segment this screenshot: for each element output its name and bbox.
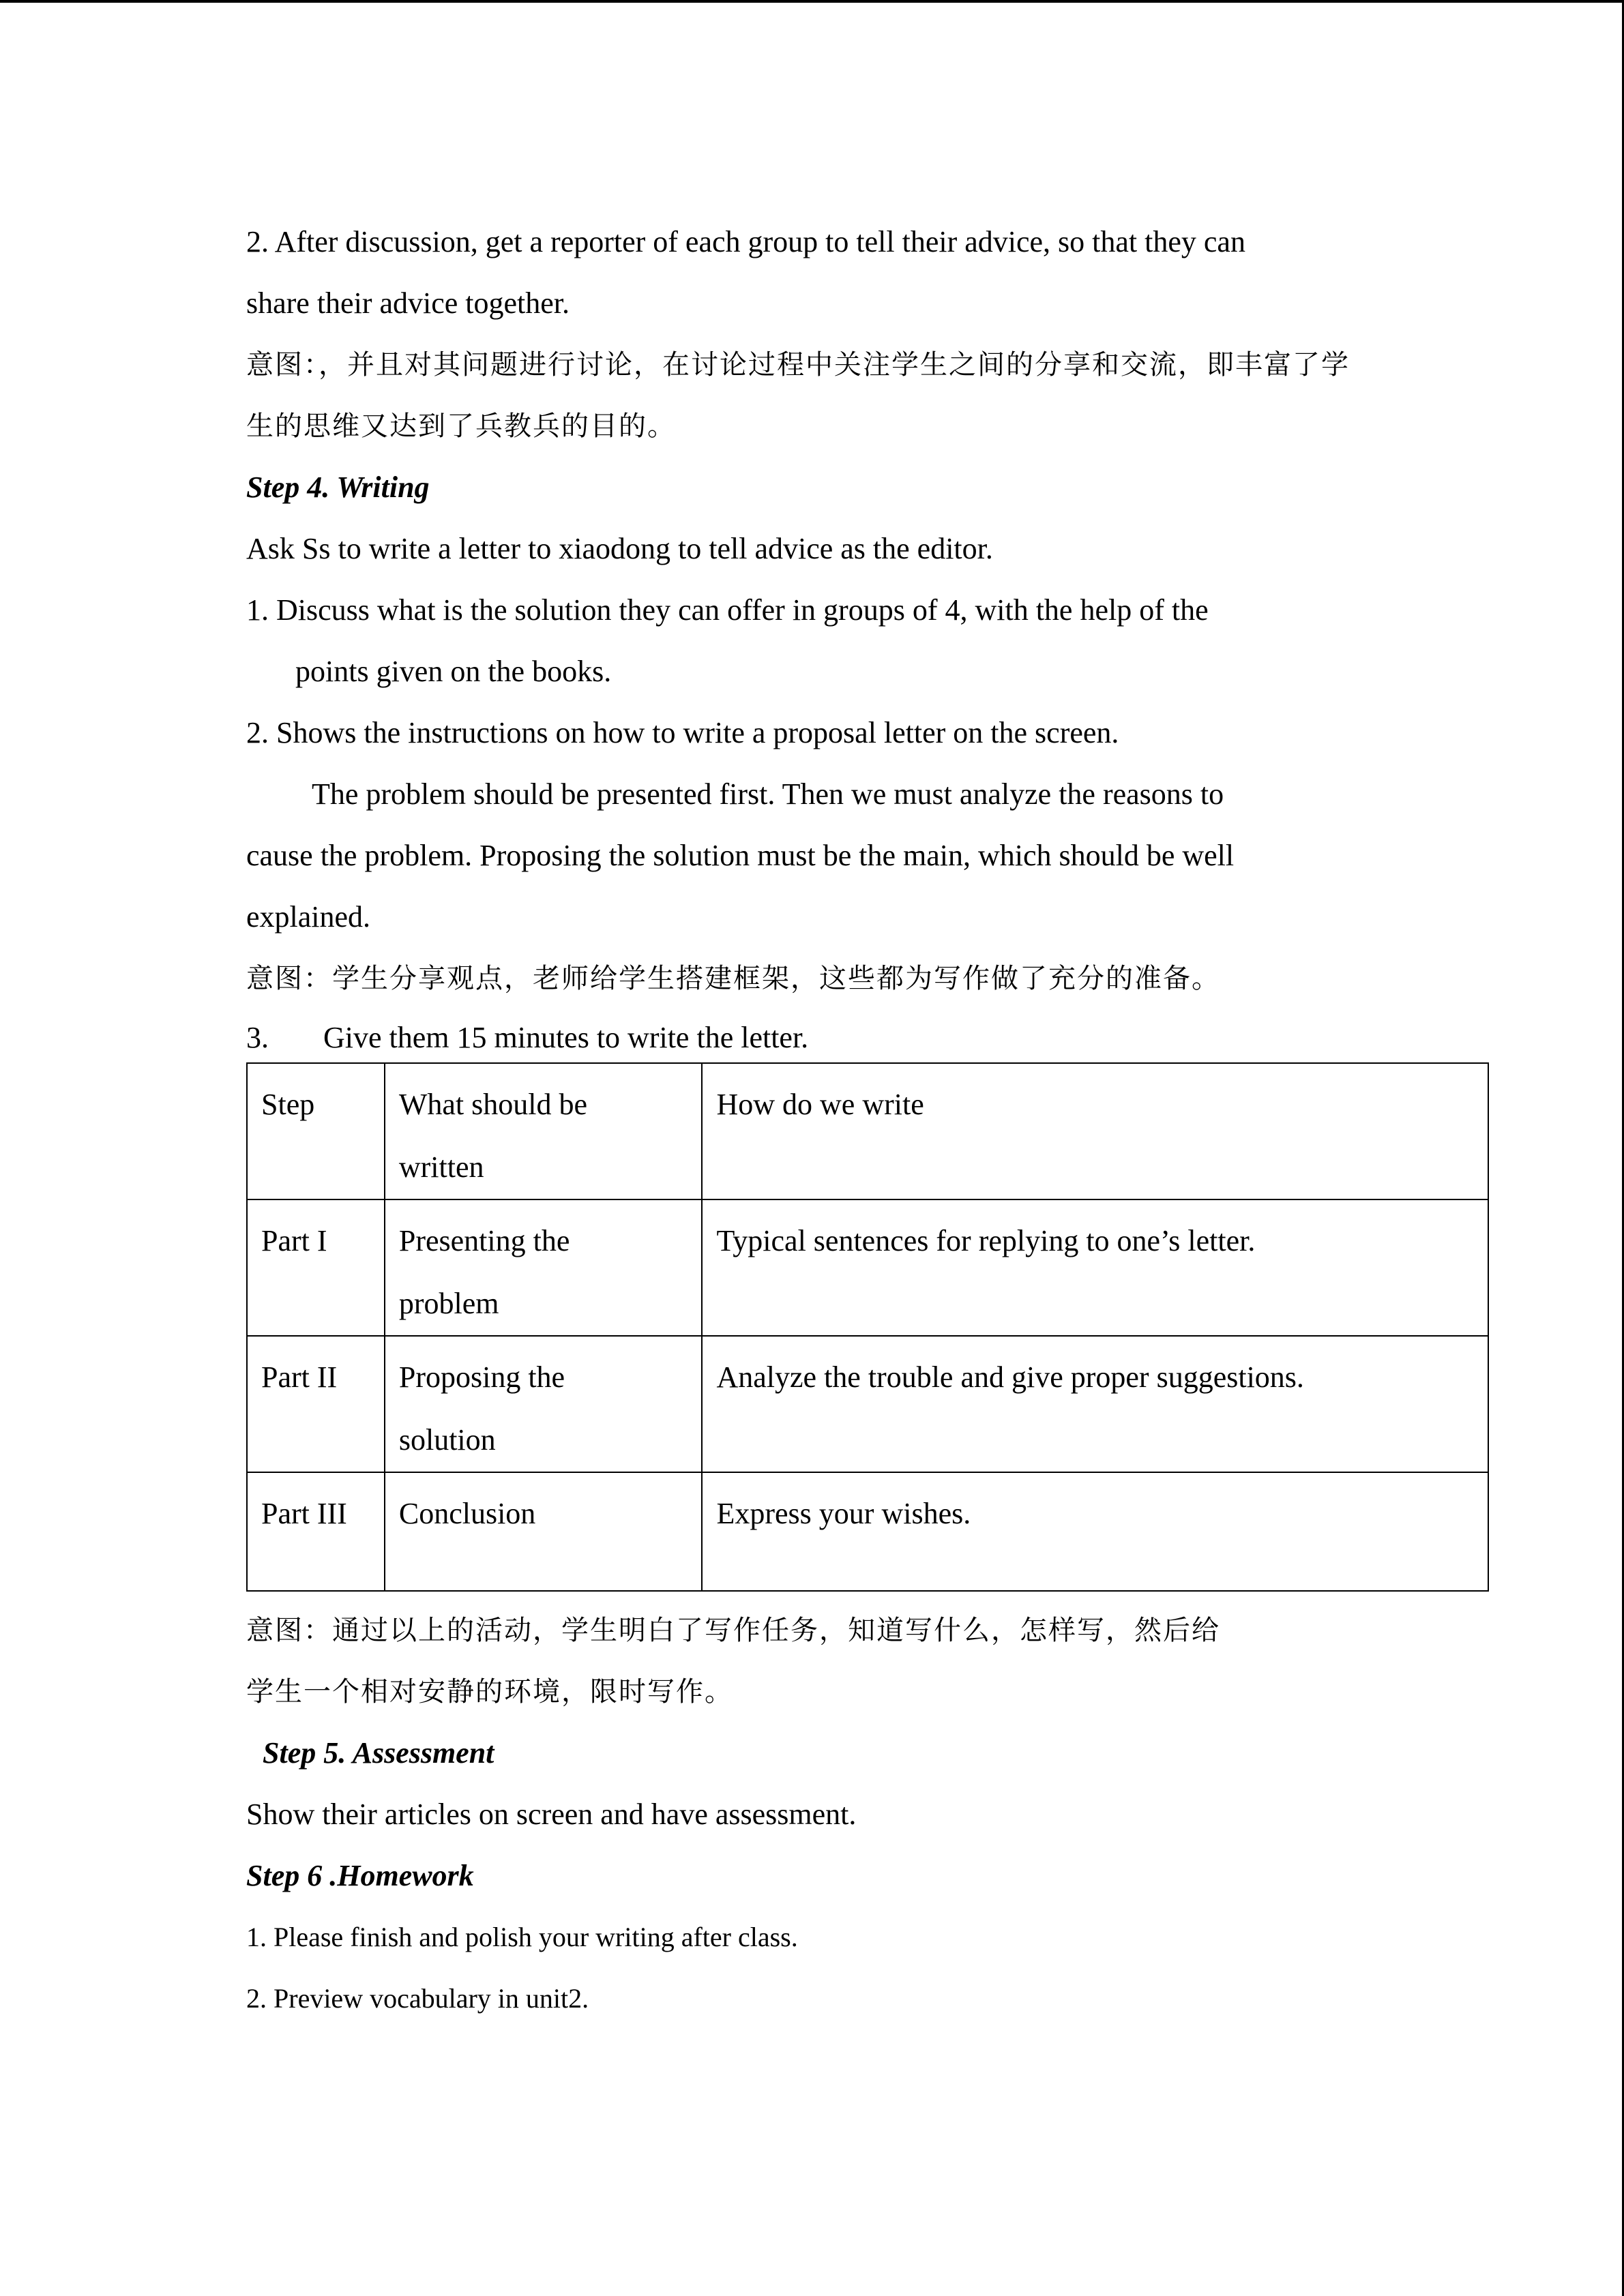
- step5-text: Show their articles on screen and have assessment.: [246, 1798, 857, 1831]
- paragraph-discussion-line1: 2. After discussion, get a reporter of each group to tell their advice, so that they can: [246, 225, 1245, 258]
- step5-heading: Step 5. Assessment: [263, 1736, 494, 1770]
- list-item-3-number: 3.: [246, 1021, 269, 1054]
- table-header-what: What should be written: [385, 1063, 703, 1199]
- instruction-paragraph-line2: cause the problem. Proposing the solution must be the main, which should be well: [246, 839, 1235, 872]
- list-item-1-line2: points given on the books.: [295, 655, 612, 688]
- table-cell-how: Express your wishes.: [702, 1472, 1488, 1591]
- list-item-2: 2. Shows the instructions on how to write a proposal letter on the screen.: [246, 716, 1119, 749]
- intent-note-3-line1: 意图：通过以上的活动，学生明白了写作任务，知道写什么，怎样写，然后给: [246, 1615, 1220, 1646]
- table-cell-step: Part I: [247, 1199, 385, 1336]
- table-header-step: Step: [247, 1063, 385, 1199]
- table-row: [247, 1199, 1488, 1336]
- table-cell-step: Part II: [247, 1336, 385, 1472]
- intent-note-3-line2: 学生一个相对安静的环境，限时写作。: [246, 1676, 733, 1708]
- step4-heading: Step 4. Writing: [246, 471, 430, 504]
- document-body: [246, 211, 1494, 2029]
- table-header-how: How do we write: [702, 1063, 1488, 1199]
- list-item-1-line1: 1. Discuss what is the solution they can offer in groups of 4, with the help of the: [246, 593, 1209, 627]
- table-cell-how: Analyze the trouble and give proper suggestions.: [702, 1336, 1488, 1472]
- step4-intro: Ask Ss to write a letter to xiaodong to tell advice as the editor.: [246, 532, 993, 565]
- homework-item-2: 2. Preview vocabulary in unit2.: [246, 1983, 589, 2014]
- writing-structure-table-wrapper: [246, 1062, 1494, 1592]
- table-cell-step: Part III: [247, 1472, 385, 1591]
- list-item-3: [246, 1009, 1494, 1067]
- instruction-paragraph-line3: explained.: [246, 900, 371, 934]
- page-top-border: [0, 0, 1624, 3]
- homework-item-1: 1. Please finish and polish your writing after class.: [246, 1922, 798, 1952]
- intent-note-2: 意图：学生分享观点，老师给学生搭建框架，这些都为写作做了充分的准备。: [246, 963, 1220, 994]
- intent-note-1-line1: 意图：，并且对其问题进行讨论，在讨论过程中关注学生之间的分享和交流，即丰富了学: [246, 349, 1350, 381]
- table-cell-how: Typical sentences for replying to one’s letter.: [702, 1199, 1488, 1336]
- step6-heading: Step 6 .Homework: [246, 1859, 474, 1892]
- table-row: [247, 1472, 1488, 1591]
- paragraph-discussion-line2: share their advice together.: [246, 286, 570, 320]
- table-header-row: [247, 1063, 1488, 1199]
- writing-structure-table: [246, 1062, 1489, 1592]
- list-item-3-text: Give them 15 minutes to write the letter.: [323, 1021, 809, 1054]
- table-row: [247, 1336, 1488, 1472]
- table-cell-what: Conclusion: [385, 1472, 703, 1591]
- table-cell-what: Presenting the problem: [385, 1199, 703, 1336]
- instruction-paragraph-line1: The problem should be presented first. Then we must analyze the reasons to: [312, 777, 1224, 811]
- intent-note-1-line2: 生的思维又达到了兵教兵的目的。: [246, 411, 676, 442]
- table-cell-what: Proposing the solution: [385, 1336, 703, 1472]
